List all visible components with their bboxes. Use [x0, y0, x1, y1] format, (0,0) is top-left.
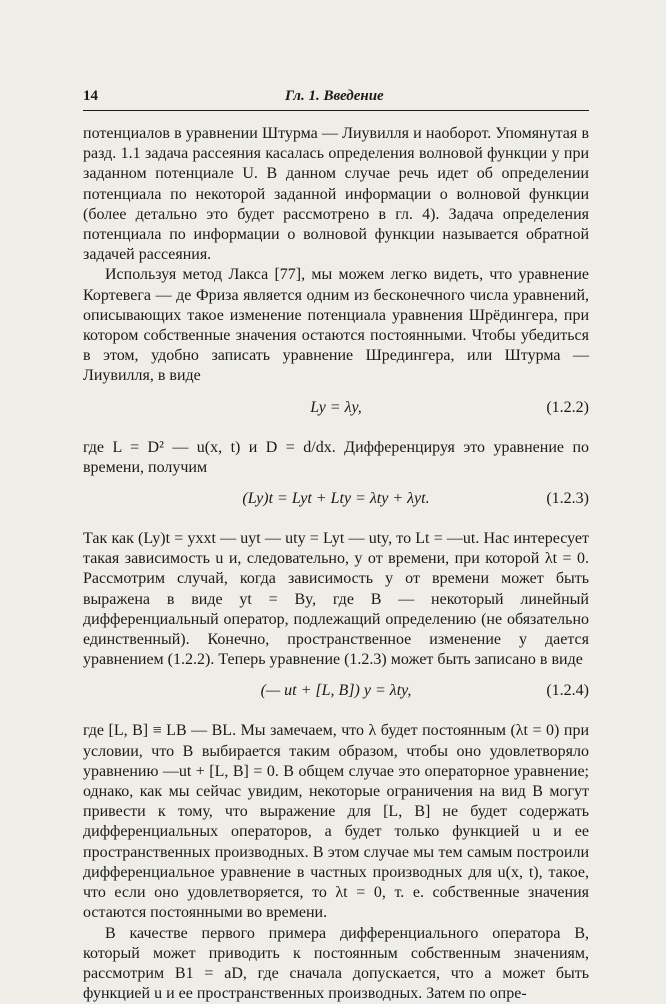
page-header [83, 88, 589, 108]
equation-number: (1.2.4) [546, 681, 589, 701]
equation-number: (1.2.2) [546, 398, 589, 418]
equation-formula: (— ut + [L, B]) y = λty, [83, 681, 589, 701]
header-rule [83, 110, 589, 111]
paragraph-3: где L = D² — u(x, t) и D = d/dx. Дифференцируя это уравнение по времени, получим [83, 438, 589, 478]
equation-formula: Ly = λy, [83, 398, 589, 418]
paragraph-4: Так как (Ly)t = yxxt — uyt — uty = Lyt — uty, то Lt = —ut. Нас интересует такая зависимость u и, следовательно, y от времени, при которой λt = 0. Рассмотрим случай, когда зависимость y от времени может быть выражена в виде yt = By, где B — некоторый линейный дифференциальный оператор, подлежащий определению (не обязательно единственный). Конечно, пространственное изменение y дается уравнением (1.2.2). Теперь уравнение (1.2.3) может быть записано в виде [83, 529, 589, 670]
paragraph-6: В качестве первого примера дифференциального оператора B, который может приводить к постоянным собственным значениям, рассмотрим B1 = aD, где сначала допускается, что a может быть функцией u и ее пространственных производных. Затем по опре- [83, 924, 589, 1004]
equation-1-2-3 [83, 489, 589, 515]
paragraph-5: где [L, B] ≡ LB — BL. Мы замечаем, что λ будет постоянным (λt = 0) при условии, что B выбирается таким образом, чтобы оно удовлетворяло уравнению —ut + [L, B] = 0. В общем случае это операторное уравнение; однако, как мы сейчас увидим, некоторые ограничения на вид B могут привести к тому, что выражение для [L, B] не будет содержать дифференциальных операторов, а будет только функцией u и ее пространственных производных. В этом случае мы тем самым построили дифференциальное уравнение в частных производных для u(x, t), такое, что если оно удовлетворяется, то λt = 0, т. е. собственные значения остаются постоянными во времени. [83, 721, 589, 923]
equation-formula: (Ly)t = Lyt + Lty = λty + λyt. [83, 489, 589, 509]
equation-1-2-2 [83, 398, 589, 424]
paragraph-1: потенциалов в уравнении Штурма — Лиувилля и наоборот. Упомянутая в разд. 1.1 задача рассеяния касалась определения волновой функции y при заданном потенциале U. В данном случае речь идет об определении потенциала по некоторой заданной информации о волновой функции (более детально это будет рассмотрено в гл. 4). Задача определения потенциала по информации о волновой функции называется обратной задачей рассеяния. [83, 124, 589, 265]
running-title: Гл. 1. Введение [285, 88, 384, 105]
equation-number: (1.2.3) [546, 489, 589, 509]
paragraph-2: Используя метод Лакса [77], мы можем легко видеть, что уравнение Кортевега — де Фриза является одним из бесконечного числа уравнений, описывающих такое изменение потенциала уравнения Шрёдингера, при котором собственные значения остаются постоянными. Чтобы убедиться в этом, удобно записать уравнение Шредингера, или Штурма — Лиувилля, в виде [83, 265, 589, 386]
page-number: 14 [83, 88, 98, 105]
page-body [83, 124, 589, 1004]
equation-1-2-4 [83, 681, 589, 707]
